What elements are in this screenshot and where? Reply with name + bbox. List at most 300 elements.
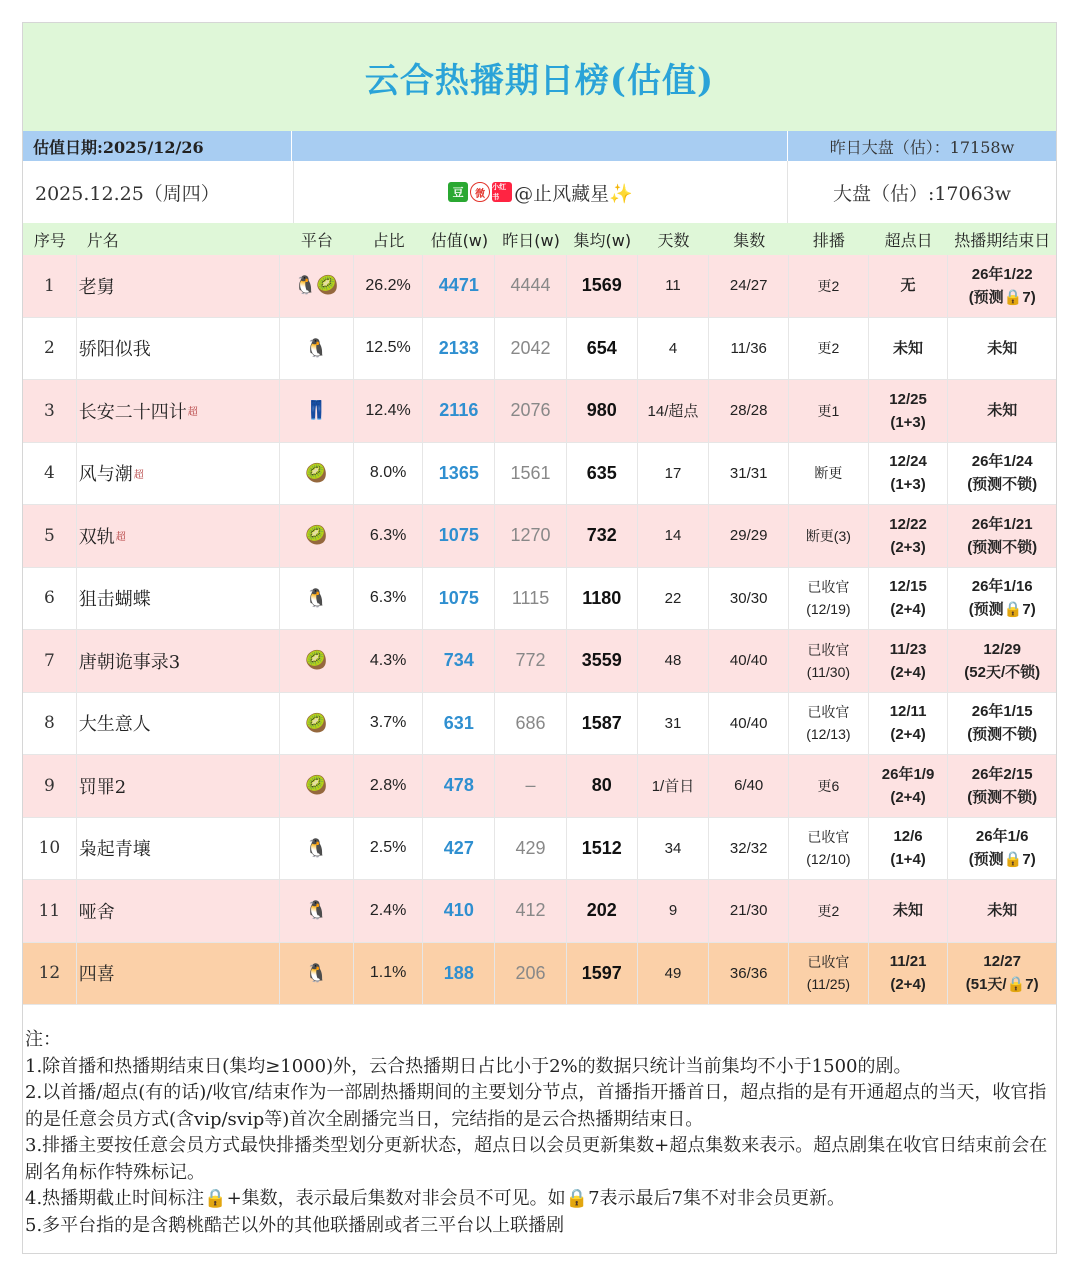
peak-day-value-text: 12/24 (1+3) — [889, 453, 927, 494]
yesterday-value — [495, 818, 567, 880]
col-header-name: 片名 — [86, 230, 119, 250]
weibo-icon: 微 — [470, 182, 490, 202]
schedule-value — [789, 818, 869, 880]
show-title — [77, 318, 280, 380]
estimate-value — [423, 755, 495, 817]
yesterday-value — [495, 943, 567, 1005]
days-value — [638, 693, 710, 755]
schedule-value — [789, 255, 869, 317]
page-title: 云合热播期日榜(估值) — [23, 23, 1056, 131]
estimate-value-text: 1075 — [438, 525, 479, 546]
end-date-value-text: 26年1/16 (预测🔒7) — [968, 578, 1036, 619]
end-date-value — [948, 880, 1056, 942]
peak-day-value — [869, 255, 949, 317]
yesterday-value — [495, 380, 567, 442]
episodes-value — [709, 505, 789, 567]
estimate-value-text: 631 — [443, 712, 474, 733]
yesterday-value-text: 206 — [515, 962, 546, 983]
days-value-text: 49 — [664, 964, 682, 982]
share-value — [354, 818, 424, 880]
schedule-value-text: 已收官 (11/30) — [806, 641, 851, 680]
days-value — [638, 880, 710, 942]
estimate-value — [423, 630, 495, 692]
end-date-value-text: 26年1/24 (预测不锁) — [967, 453, 1038, 494]
yesterday-value — [495, 755, 567, 817]
show-title-text: 大生意人 — [78, 714, 151, 736]
table-row — [23, 630, 1056, 693]
row-number-text: 12 — [38, 963, 61, 984]
end-date-value — [948, 255, 1056, 317]
peak-day-value — [869, 818, 949, 880]
episodes-value — [709, 318, 789, 380]
episode-average-value-text: 1512 — [581, 837, 622, 858]
peak-day-value — [869, 943, 949, 1005]
episodes-value-text: 28/28 — [729, 402, 768, 420]
days-value-text: 9 — [668, 902, 678, 920]
yesterday-value-text: 1115 — [511, 587, 550, 608]
note-line: 3.排播主要按任意会员方式最快排播类型划分更新状态，超点日以会员更新集数+超点集数来表示。超点剧集在收官日结束前会在剧名角标作特殊标记。 — [25, 1135, 1048, 1183]
end-date-value-text: 26年1/15 (预测不锁) — [967, 703, 1038, 744]
col-header-platform: 平台 — [300, 230, 333, 250]
note-line: 1.除首播和热播期结束日(集均≥1000)外，云合热播期日占比小于2%的数据只统计当前集均不小于1500的剧。 — [25, 1055, 912, 1077]
platform-icons-text: 🐧 — [305, 962, 328, 983]
episode-average-value-text: 654 — [586, 337, 617, 358]
days-value-text: 17 — [664, 464, 682, 482]
note-line: 2.以首播/超点(有的话)/收官/结束作为一部剧热播期间的主要划分节点，首播指开播首日，超点指的是有开通超点的当天，收官指的是任意会员方式(含vip/svip等)首次全剧播完当日，完结指的是云合热播期结束日。 — [25, 1082, 1047, 1130]
row-number — [23, 880, 77, 942]
schedule-value — [789, 755, 869, 817]
table-row — [23, 505, 1056, 568]
share-value-text: 4.3% — [369, 651, 407, 669]
days-value-text: 31 — [664, 714, 682, 732]
peak-day-value-text: 无 — [900, 277, 916, 295]
show-title — [77, 443, 280, 505]
peak-day-value-text: 12/22 (2+3) — [889, 515, 927, 556]
share-value-text: 12.5% — [365, 339, 411, 357]
schedule-value — [789, 443, 869, 505]
share-value-text: 2.5% — [369, 839, 407, 857]
platform-icons — [280, 443, 354, 505]
table-row — [23, 318, 1056, 381]
estimate-value-text: 2133 — [438, 337, 479, 358]
episodes-value — [709, 880, 789, 942]
peak-day-value — [869, 318, 949, 380]
peak-day-value — [869, 505, 949, 567]
episode-average-value-text: 1597 — [581, 962, 622, 983]
platform-icons — [280, 505, 354, 567]
estimate-value-text: 2116 — [439, 400, 479, 421]
yesterday-value-text: 1270 — [510, 525, 551, 546]
table-row — [23, 380, 1056, 443]
col-header-share: 占比 — [372, 230, 405, 250]
share-value — [354, 568, 424, 630]
info-row — [23, 161, 1056, 224]
episodes-value — [709, 255, 789, 317]
episode-average-value — [567, 943, 638, 1005]
share-value — [354, 505, 424, 567]
episodes-value — [709, 568, 789, 630]
episodes-value-text: 24/27 — [729, 277, 768, 295]
author-block — [294, 161, 788, 223]
peak-day-value — [869, 880, 949, 942]
show-title-text: 狙击蝴蝶 — [78, 589, 151, 611]
col-header-schedule: 排播 — [812, 230, 845, 250]
note-line: 4.热播期截止时间标注🔒+集数，表示最后集数对非会员不可见。如🔒7表示最后7集不对非会员更新。 — [25, 1188, 845, 1209]
end-date-value-text: 26年1/21 (预测不锁) — [967, 515, 1038, 556]
report-date: 2025.12.25（周四） — [23, 161, 294, 223]
peak-day-value-text: 未知 — [893, 339, 924, 357]
date-bar — [23, 131, 1056, 161]
estimate-value-text: 734 — [443, 650, 474, 671]
episode-average-value-text: 635 — [586, 462, 617, 483]
episodes-value — [709, 693, 789, 755]
table-row — [23, 693, 1056, 756]
schedule-value — [789, 630, 869, 692]
episodes-value — [709, 943, 789, 1005]
episodes-value-text: 40/40 — [729, 714, 768, 732]
author-handle: @止风藏星✨ — [514, 182, 633, 205]
platform-icons-text: 👖 — [305, 400, 328, 421]
platform-icons — [280, 755, 354, 817]
estimate-value — [423, 255, 495, 317]
episode-average-value — [567, 755, 638, 817]
platform-icons-text: 🐧 — [305, 587, 328, 608]
yesterday-value — [495, 318, 567, 380]
share-value-text: 26.2% — [365, 276, 411, 294]
share-value — [354, 630, 424, 692]
peak-day-value-text: 11/21 (2+4) — [889, 953, 927, 994]
note-line: 注： — [25, 1029, 61, 1050]
end-date-value — [948, 568, 1056, 630]
row-number — [23, 255, 77, 317]
table-row — [23, 255, 1056, 318]
episode-average-value-text: 3559 — [581, 650, 622, 671]
schedule-value-text: 断更(3) — [805, 527, 851, 544]
days-value — [638, 255, 710, 317]
episodes-value-text: 29/29 — [729, 527, 768, 545]
episode-average-value — [567, 630, 638, 692]
peak-day-value-text: 12/25 (1+3) — [889, 390, 927, 431]
episodes-value-text: 6/40 — [734, 777, 764, 795]
platform-icons — [280, 568, 354, 630]
row-number — [23, 568, 77, 630]
row-number — [23, 443, 77, 505]
episode-average-value — [567, 380, 638, 442]
end-date-value — [948, 443, 1056, 505]
episodes-value-text: 31/31 — [729, 464, 768, 482]
estimate-value — [423, 568, 495, 630]
estimate-value — [423, 818, 495, 880]
share-value — [354, 318, 424, 380]
row-number-text: 7 — [43, 650, 55, 671]
share-value — [354, 443, 424, 505]
market-total: 大盘（估）:17063w — [832, 182, 1012, 205]
schedule-value-text: 更2 — [817, 277, 840, 294]
row-number — [23, 755, 77, 817]
episode-average-value — [567, 505, 638, 567]
platform-icons — [280, 380, 354, 442]
show-title — [77, 630, 280, 692]
platform-icons — [280, 318, 354, 380]
show-title-text: 长安二十四计 — [78, 401, 187, 423]
episode-average-value-text: 80 — [591, 775, 612, 796]
share-value — [354, 943, 424, 1005]
platform-icons-text: 🐧 — [305, 900, 328, 921]
platform-icons-text: 🐧 — [305, 337, 328, 358]
episodes-value-text: 21/30 — [729, 902, 768, 920]
peak-day-value — [869, 443, 949, 505]
yesterday-value-text: 1561 — [510, 462, 551, 483]
episode-average-value-text: 1180 — [582, 587, 622, 608]
peak-day-value — [869, 380, 949, 442]
days-value-text: 4 — [668, 339, 678, 357]
episodes-value-text: 40/40 — [729, 652, 768, 670]
platform-icons — [280, 943, 354, 1005]
episode-average-value — [567, 818, 638, 880]
share-value-text: 2.4% — [369, 901, 407, 919]
table-row — [23, 943, 1056, 1006]
table-row — [23, 568, 1056, 631]
row-number-text: 11 — [38, 900, 61, 921]
yesterday-value — [495, 630, 567, 692]
episode-average-value — [567, 255, 638, 317]
peak-day-value-text: 26年1/9 (2+4) — [881, 765, 935, 806]
episodes-value-text: 11/36 — [730, 339, 767, 357]
douban-icon: 豆 — [448, 182, 468, 202]
row-number — [23, 505, 77, 567]
estimate-date: 估值日期:2025/12/26 — [23, 131, 292, 161]
estimate-value-text: 188 — [443, 962, 474, 983]
days-value-text: 34 — [664, 839, 682, 857]
peak-day-value-text: 12/15 (2+4) — [889, 578, 927, 619]
days-value — [638, 568, 710, 630]
episodes-value — [709, 818, 789, 880]
peak-day-value — [869, 630, 949, 692]
platform-icons — [280, 630, 354, 692]
row-number-text: 10 — [38, 838, 61, 859]
footnotes — [23, 1005, 1056, 1253]
show-title-text: 哑舍 — [78, 901, 115, 923]
col-header-estimate: 估值(w) — [430, 230, 489, 250]
row-number — [23, 630, 77, 692]
platform-icons-text: 🥝 — [305, 650, 328, 671]
platform-icons — [280, 818, 354, 880]
share-value — [354, 380, 424, 442]
schedule-value-text: 更6 — [817, 777, 840, 794]
peak-day-value — [869, 755, 949, 817]
days-value — [638, 755, 710, 817]
table-row — [23, 880, 1056, 943]
days-value — [638, 818, 710, 880]
row-number-text: 8 — [43, 713, 55, 734]
days-value — [638, 380, 710, 442]
col-header-end-date: 热播期结束日 — [954, 230, 1051, 250]
peak-day-value-text: 11/23 (2+4) — [889, 640, 927, 681]
estimate-value — [423, 693, 495, 755]
platform-icons — [280, 255, 354, 317]
peak-day-value-text: 12/6 (1+4) — [890, 828, 926, 869]
row-number-text: 3 — [43, 400, 55, 421]
schedule-value — [789, 943, 869, 1005]
days-value-text: 14/超点 — [647, 403, 699, 421]
share-value — [354, 255, 424, 317]
episodes-value-text: 32/32 — [729, 839, 768, 857]
end-date-value — [948, 505, 1056, 567]
end-date-value-text: 26年1/22 (预测🔒7) — [968, 265, 1036, 306]
schedule-value-text: 断更 — [814, 465, 843, 482]
col-header-days: 天数 — [657, 230, 690, 250]
previous-market: 昨日大盘（估）：17158w — [829, 137, 1015, 157]
super-episode-mark: 超 — [187, 407, 198, 419]
episode-average-value-text: 1569 — [581, 275, 622, 296]
share-value — [354, 755, 424, 817]
estimate-value-text: 4471 — [438, 275, 479, 296]
end-date-value — [948, 818, 1056, 880]
row-number-text: 4 — [43, 463, 55, 484]
end-date-value-text: 未知 — [987, 402, 1018, 420]
share-value-text: 1.1% — [369, 964, 407, 982]
show-title-text: 四喜 — [78, 964, 115, 986]
col-header-average: 集均(w) — [573, 230, 632, 250]
episode-average-value — [567, 693, 638, 755]
estimate-value — [423, 443, 495, 505]
estimate-value-text: 427 — [443, 837, 474, 858]
row-number — [23, 380, 77, 442]
days-value — [638, 443, 710, 505]
yesterday-value-text: 686 — [515, 712, 546, 733]
share-value-text: 3.7% — [369, 714, 407, 732]
share-value-text: 6.3% — [369, 526, 407, 544]
schedule-value — [789, 380, 869, 442]
schedule-value — [789, 693, 869, 755]
platform-icons — [280, 880, 354, 942]
days-value-text: 48 — [664, 652, 682, 670]
schedule-value — [789, 880, 869, 942]
share-value-text: 12.4% — [365, 401, 411, 419]
share-value-text: 8.0% — [369, 464, 407, 482]
end-date-value-text: 12/27 (51天/🔒7) — [965, 953, 1039, 994]
show-title — [77, 505, 280, 567]
episode-average-value-text: 732 — [586, 525, 617, 546]
table-row — [23, 443, 1056, 506]
end-date-value — [948, 380, 1056, 442]
estimate-value-text: 410 — [443, 900, 474, 921]
yesterday-value — [495, 443, 567, 505]
days-value-text: 14 — [664, 527, 682, 545]
estimate-value — [423, 380, 495, 442]
share-value — [354, 693, 424, 755]
yesterday-value — [495, 505, 567, 567]
estimate-value-text: 1365 — [438, 462, 479, 483]
days-value-text: 22 — [664, 589, 682, 607]
schedule-value-text: 已收官 (12/19) — [806, 579, 851, 618]
episode-average-value — [567, 318, 638, 380]
show-title — [77, 755, 280, 817]
show-title-text: 风与潮 — [78, 464, 133, 486]
episode-average-value-text: 202 — [586, 900, 617, 921]
days-value-text: 11 — [665, 277, 681, 295]
platform-icons-text: 🥝 — [305, 775, 328, 796]
yesterday-value — [495, 880, 567, 942]
yesterday-value-text: 772 — [515, 650, 546, 671]
estimate-value-text: 1075 — [438, 587, 479, 608]
table-row — [23, 818, 1056, 881]
share-value — [354, 880, 424, 942]
xiaohongshu-icon: 小红书 — [492, 182, 512, 202]
yesterday-value-text: 4444 — [510, 275, 551, 296]
end-date-value — [948, 318, 1056, 380]
end-date-value-text: 未知 — [987, 902, 1018, 920]
note-line: 5.多平台指的是含鹅桃酷芒以外的其他联播剧或者三平台以上联播剧 — [25, 1214, 565, 1236]
days-value-text: 1/首日 — [651, 778, 695, 796]
row-number — [23, 693, 77, 755]
platform-icons-text: 🐧🥝 — [293, 275, 339, 296]
show-title — [77, 380, 280, 442]
peak-day-value-text: 12/11 (2+4) — [889, 703, 927, 744]
show-title-text: 罚罪2 — [78, 776, 127, 798]
super-episode-mark: 超 — [115, 532, 126, 544]
estimate-value — [423, 880, 495, 942]
platform-icons-text: 🥝 — [305, 462, 328, 483]
row-number-text: 5 — [43, 525, 55, 546]
yesterday-value — [495, 255, 567, 317]
end-date-value-text: 未知 — [987, 339, 1018, 357]
estimate-value — [423, 505, 495, 567]
yesterday-value-text: 412 — [515, 900, 546, 921]
episode-average-value — [567, 568, 638, 630]
col-header-episodes: 集数 — [733, 230, 766, 250]
end-date-value — [948, 943, 1056, 1005]
episode-average-value-text: 1587 — [581, 712, 622, 733]
row-number — [23, 318, 77, 380]
days-value — [638, 943, 710, 1005]
col-header-no: 序号 — [33, 230, 66, 250]
show-title-text: 唐朝诡事录3 — [78, 651, 181, 673]
episodes-value-text: 30/30 — [729, 589, 768, 607]
yesterday-value — [495, 693, 567, 755]
episode-average-value — [567, 880, 638, 942]
yesterday-value-text: 429 — [515, 837, 546, 858]
show-title-text: 老舅 — [78, 276, 115, 298]
schedule-value — [789, 318, 869, 380]
share-value-text: 2.8% — [369, 776, 407, 794]
show-title — [77, 568, 280, 630]
date-bar-spacer — [292, 131, 788, 161]
schedule-value — [789, 505, 869, 567]
platform-icons — [280, 693, 354, 755]
episodes-value — [709, 443, 789, 505]
yesterday-value-text: 2042 — [510, 337, 551, 358]
estimate-value — [423, 318, 495, 380]
end-date-value — [948, 630, 1056, 692]
show-title-text: 双轨 — [78, 526, 115, 548]
episodes-value-text: 36/36 — [729, 964, 768, 982]
ranking-table-body — [23, 255, 1056, 1005]
show-title-text: 枭起青壤 — [78, 839, 151, 861]
row-number-text: 9 — [43, 775, 55, 796]
share-value-text: 6.3% — [369, 589, 407, 607]
show-title — [77, 943, 280, 1005]
col-header-peak-day: 超点日 — [884, 230, 933, 250]
show-title — [77, 880, 280, 942]
yesterday-value-text: 2076 — [510, 400, 551, 421]
days-value — [638, 630, 710, 692]
row-number-text: 1 — [43, 275, 55, 296]
show-title — [77, 818, 280, 880]
end-date-value-text: 26年2/15 (预测不锁) — [967, 765, 1038, 806]
schedule-value-text: 已收官 (11/25) — [806, 954, 851, 993]
end-date-value — [948, 755, 1056, 817]
